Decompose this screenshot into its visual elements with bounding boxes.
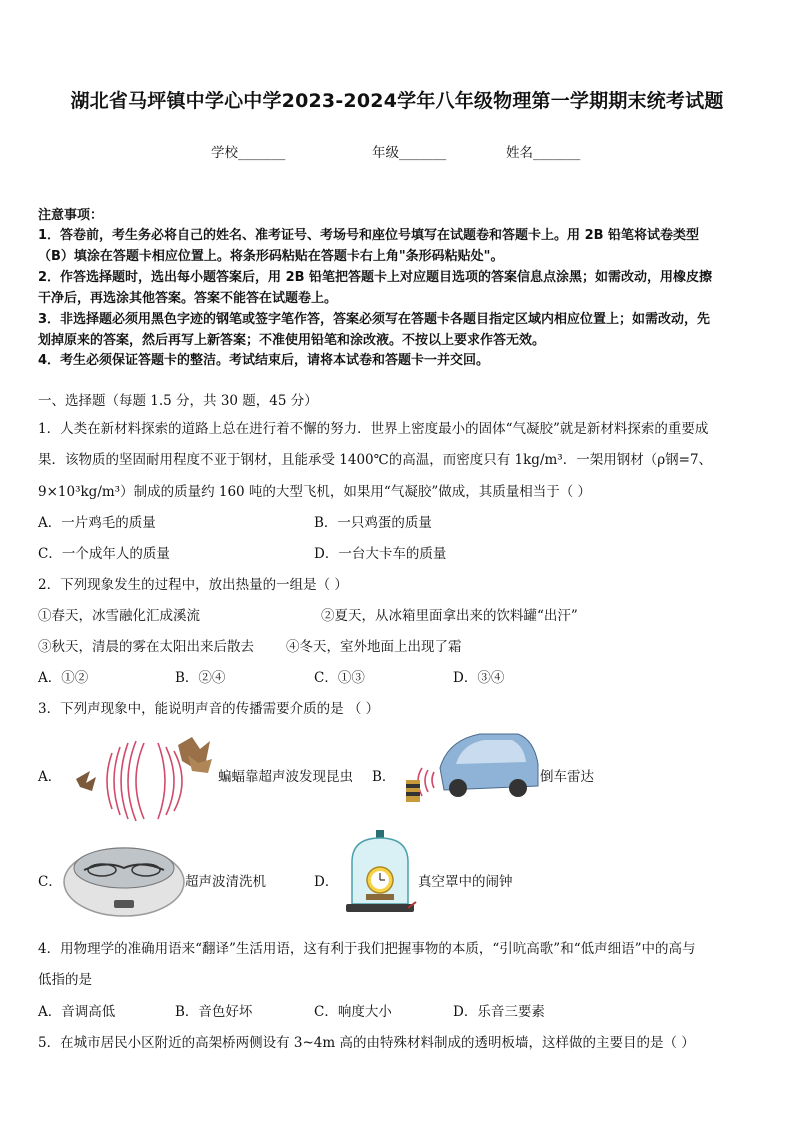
question-3-stem: 3．下列声现象中，能说明声音的传播需要介质的是 （ ）	[38, 701, 380, 717]
question-5-stem: 5．在城市居民小区附近的高架桥两侧设有 3~4m 高的由特殊材料制成的透明板墙，这样做的主要目的是（ ）	[38, 1035, 695, 1051]
option-c-label: C．	[38, 874, 62, 890]
bell-jar-clock-image	[342, 828, 418, 920]
option-d-label: D．	[314, 874, 339, 890]
school-field[interactable]: 学校_______	[211, 145, 286, 161]
option-d-text: 真空罩中的闹钟	[418, 874, 513, 890]
note-line: 划掉原来的答案，然后再写上新答案；不准使用铅笔和涂改液。不按以上要求作答无效。	[38, 333, 546, 348]
option-a: A．①②	[38, 670, 89, 686]
notes-heading: 注意事项：	[38, 208, 104, 223]
question-1-line: 果．该物质的坚固耐用程度不亚于钢材，且能承受 1400℃的高温，而密度只有 1kg/m³．一架用钢材（ρ钢=7、	[38, 452, 713, 468]
question-2-stem: 2．下列现象发生的过程中，放出热量的一组是（ ）	[38, 577, 348, 593]
note-line: 干净后，再选涂其他答案。答案不能答在试题卷上。	[38, 291, 338, 306]
note-line: 3．非选择题必须用黑色字迹的钢笔或签字笔作答，答案必须写在答题卡各题目指定区域内相应位置上；如需改动，先	[38, 312, 711, 327]
statement-2: ②夏天，从冰箱里面拿出来的饮料罐“出汗”	[321, 608, 578, 624]
note-line: 4．考生必须保证答题卡的整洁。考试结束后，请将本试卷和答题卡一并交回。	[38, 353, 490, 368]
option-a-text: 蝙蝠靠超声波发现昆虫	[218, 769, 353, 785]
grade-field[interactable]: 年级_______	[372, 145, 447, 161]
ultrasonic-cleaner-image	[62, 838, 186, 918]
question-1-line: 1．人类在新材料探索的道路上总在进行着不懈的努力．世界上密度最小的固体“气凝胶”就是新材料探索的重要成	[38, 421, 709, 437]
question-4-line: 低指的是	[38, 972, 92, 988]
note-line: （B）填涂在答题卡相应位置上。将条形码粘贴在答题卡右上角"条形码粘贴处"。	[38, 249, 504, 264]
option-b: B．音色好坏	[175, 1004, 253, 1020]
note-line: 2．作答选择题时，选出每小题答案后，用 2B 铅笔把答题卡上对应题目选项的答案信息点涂黑；如需改动，用橡皮擦	[38, 270, 713, 285]
option-c: C．响度大小	[314, 1004, 392, 1020]
bat-ultrasound-image	[72, 733, 218, 829]
reversing-car-image	[400, 728, 540, 808]
option-b: B．一只鸡蛋的质量	[314, 515, 432, 531]
option-d: D．③④	[453, 670, 505, 686]
option-d: D．乐音三要素	[453, 1004, 545, 1020]
name-field[interactable]: 姓名_______	[506, 145, 581, 161]
option-d: D．一台大卡车的质量	[314, 546, 447, 562]
option-a: A．音调高低	[38, 1004, 116, 1020]
option-a-label: A．	[38, 769, 62, 785]
statement-1: ①春天，冰雪融化汇成溪流	[38, 608, 200, 624]
section-heading: 一、选择题（每题 1.5 分，共 30 题，45 分）	[38, 393, 318, 409]
option-c: C．①③	[314, 670, 365, 686]
question-1-line: 9×10³kg/m³）制成的质量约 160 吨的大型飞机，如果用“气凝胶”做成，其质量相当于（ ）	[38, 484, 592, 500]
option-b-text: 倒车雷达	[540, 769, 594, 785]
question-4-line: 4．用物理学的准确用语来“翻译”生活用语，这有利于我们把握事物的本质，“引吭高歌”和“低声细语”中的高与	[38, 941, 696, 957]
note-line: 1．答卷前，考生务必将自己的姓名、准考证号、考场号和座位号填写在试题卷和答题卡上。用 2B 铅笔将试卷类型	[38, 228, 700, 243]
option-b-label: B．	[372, 769, 396, 785]
option-c-text: 超声波清洗机	[185, 874, 266, 890]
option-c: C．一个成年人的质量	[38, 546, 170, 562]
option-a: A．一片鸡毛的质量	[38, 515, 156, 531]
statement-3: ③秋天，清晨的雾在太阳出来后散去	[38, 639, 254, 655]
statement-4: ④冬天，室外地面上出现了霜	[286, 639, 462, 655]
page-title: 湖北省马坪镇中学心中学2023-2024学年八年级物理第一学期期末统考试题	[70, 90, 724, 112]
option-b: B．②④	[175, 670, 226, 686]
